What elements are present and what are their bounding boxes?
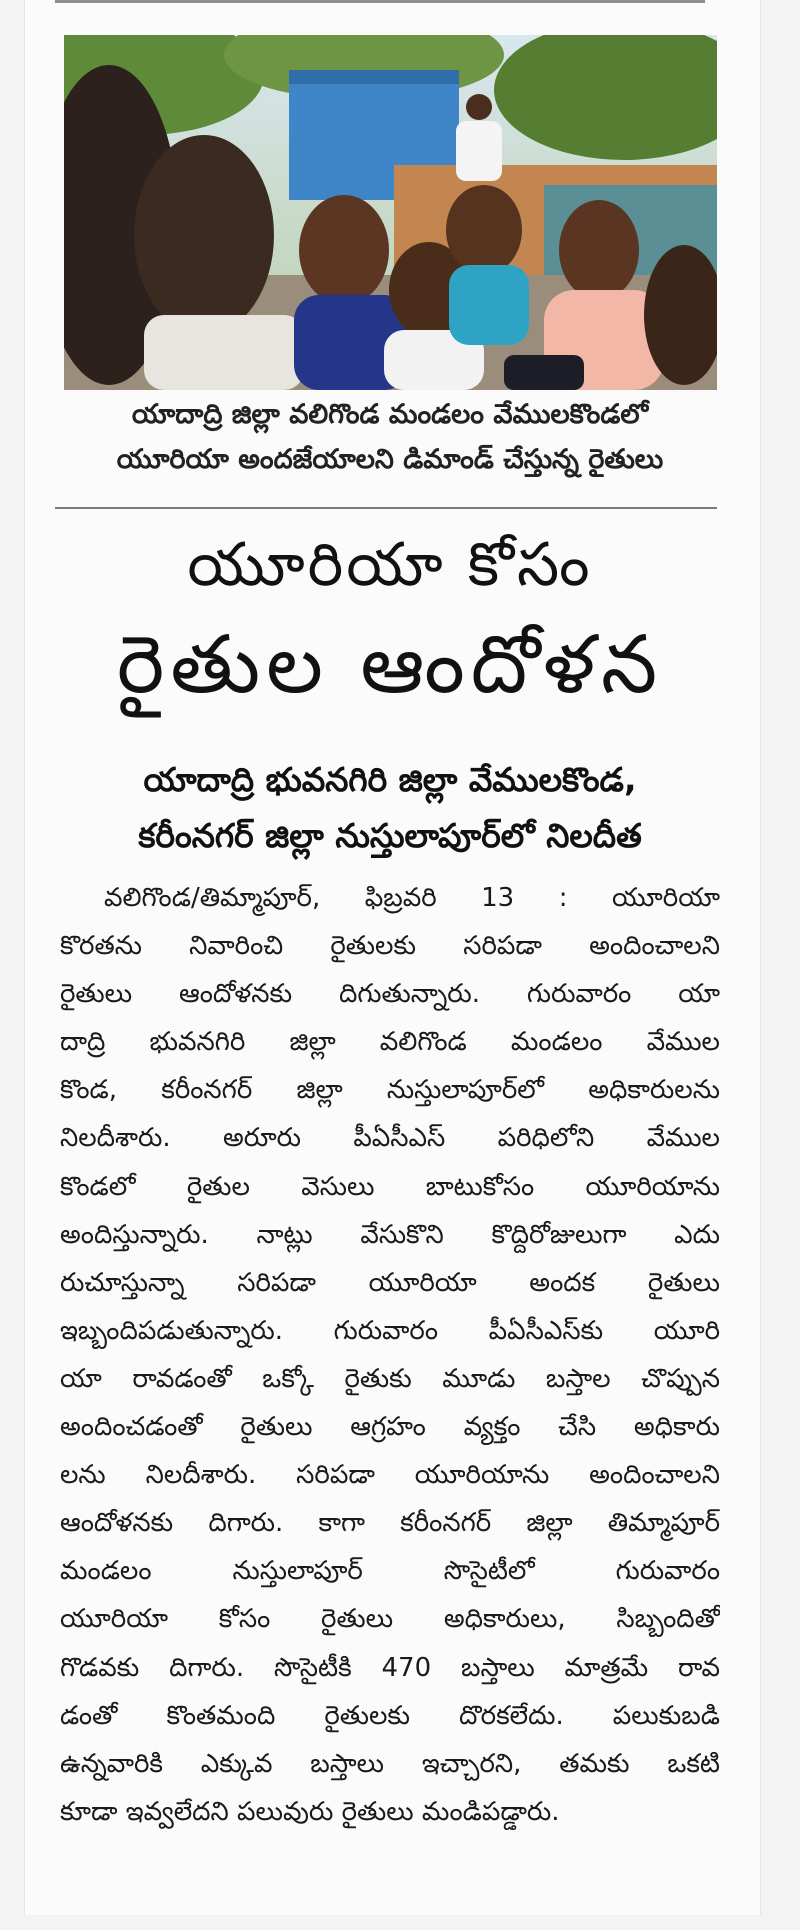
article-line: గొడవకు దిగారు. సొసైటీకి 470 బస్తాలు మాత్రమే రావ — [60, 1652, 720, 1683]
article-line: కొండ, కరీంనగర్‌ జిల్లా నుస్తులాపూర్‌లో అధికారులను — [60, 1075, 720, 1106]
subheadline-line-1: యాదాద్రి భువనగిరి జిల్లా వేములకొండ, — [143, 760, 637, 799]
article-line: నిలదీశారు. అరూరు పీఏసీఎస్‌ పరిధిలోని వేముల — [60, 1123, 720, 1154]
article-line: కొండలో రైతుల వెసులు బాటుకోసం యూరియాను — [60, 1171, 720, 1202]
news-photo — [64, 35, 717, 390]
article-line: యా రావడంతో ఒక్కో రైతుకు మూడు బస్తాల చొప్పున — [60, 1363, 720, 1394]
photo-caption — [56, 392, 724, 482]
article-line: అందించడంతో రైతులు ఆగ్రహం వ్యక్తం చేసి అధికారు — [60, 1412, 720, 1443]
article-line: లను నిలదీశారు. సరిపడా యూరియాను అందించాలని — [60, 1460, 720, 1491]
article-line: డంతో కొంతమంది రైతులకు దొరకలేదు. పలుకుబడి — [60, 1700, 720, 1731]
article-subheadline — [50, 752, 730, 864]
article-line: అందిస్తున్నారు. నాట్లు వేసుకొని కొద్దిరోజులుగా ఎదు — [60, 1219, 720, 1250]
article-line: యూరియా కోసం రైతులు అధికారులు, సిబ్బందితో — [60, 1604, 720, 1635]
farmers-protest-photo — [64, 35, 717, 390]
caption-line-1: యాదాద్రి జిల్లా వలిగొండ మండలం వేములకొండలో — [131, 399, 649, 430]
article-body — [60, 874, 720, 1836]
headline-line-2: రైతుల ఆందోళన — [116, 618, 664, 711]
article-line: కూడా ఇవ్వలేదని పలువురు రైతులు మండిపడ్డారు. — [60, 1796, 560, 1827]
article-line: దాద్రి భువనగిరి జిల్లా వలిగొండ మండలం వేముల — [60, 1027, 720, 1058]
headline-line-1: యూరియా కోసం — [187, 530, 593, 600]
article-line: రైతులు ఆందోళనకు దిగుతున్నారు. గురువారం యా — [60, 979, 720, 1010]
article-line: ఉన్నవారికి ఎక్కువ బస్తాలు ఇచ్చారని, తమకు ఒకటి — [60, 1748, 720, 1779]
article-line: కొరతను నివారించి రైతులకు సరిపడా అందించాలని — [60, 931, 720, 962]
subheadline-line-2: కరీంనగర్‌ జిల్లా నుస్తులాపూర్‌లో నిలదీత — [138, 816, 642, 855]
article-line: ఇబ్బందిపడుతున్నారు. గురువారం పీఏసీఎస్‌కు యూరి — [60, 1315, 720, 1346]
caption-line-2: యూరియా అందజేయాలని డిమాండ్‌ చేస్తున్న రైతులు — [116, 444, 664, 475]
top-rule — [55, 0, 705, 3]
article-line: ఆందోళనకు దిగారు. కాగా కరీంనగర్‌ జిల్లా తిమ్మాపూర్‌ — [60, 1508, 720, 1539]
article-line: వలిగొండ/తిమ్మాపూర్‌, ఫిబ్రవరి 13 : యూరియా — [104, 883, 720, 913]
caption-separator — [55, 507, 717, 509]
article-line: రుచూస్తున్నా సరిపడా యూరియా అందక రైతులు — [60, 1267, 720, 1298]
article-headline — [50, 520, 730, 720]
article-line: మండలం నుస్తులాపూర్‌ సొసైటీలో గురువారం — [60, 1556, 720, 1587]
